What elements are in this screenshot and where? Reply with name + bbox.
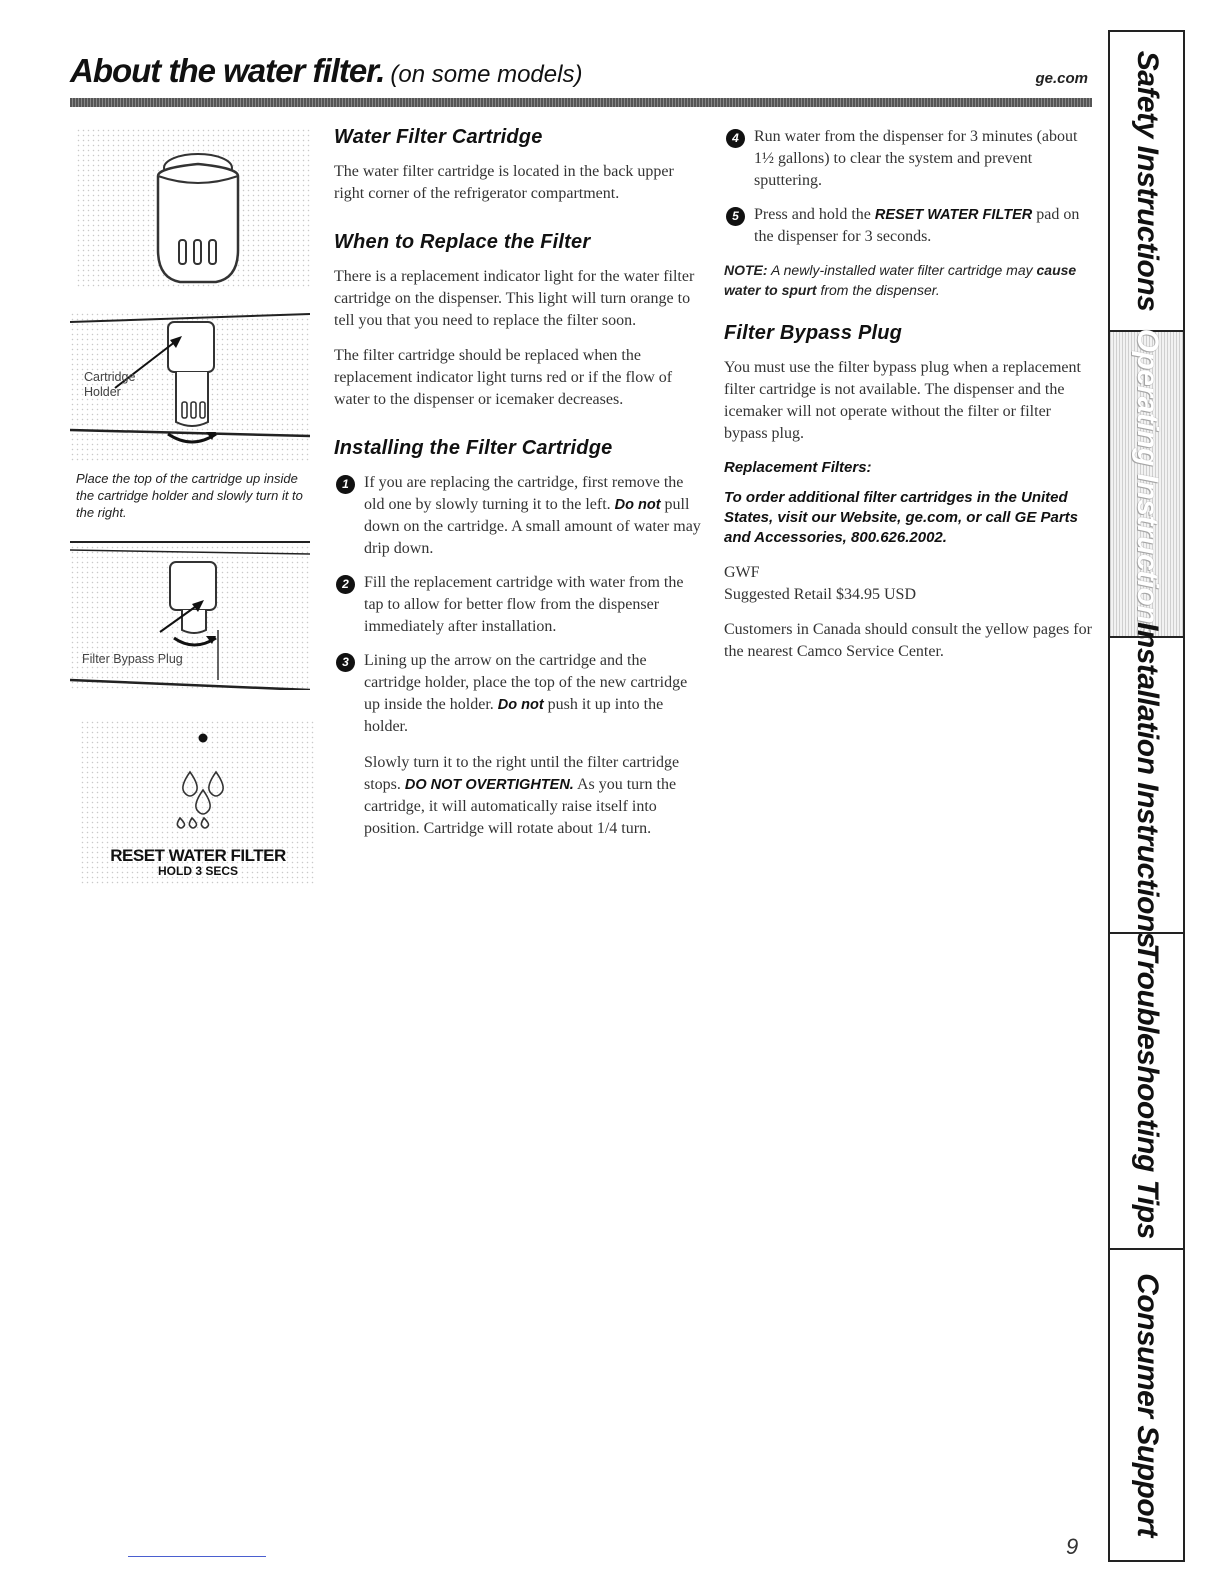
note-label: NOTE:	[724, 262, 768, 278]
heading-replacement-filters: Replacement Filters:	[724, 459, 872, 476]
step-3-text-a: Lining up the arrow on the cartridge and the cartridge holder, place the top of the new cartridge up inside the holder.	[364, 652, 688, 713]
tab-label-operating: Operating Instructions	[1130, 328, 1164, 640]
model-number: GWF	[724, 564, 760, 581]
step-number-1: 1	[336, 475, 355, 494]
bypass-plug-illustration	[70, 540, 310, 690]
install-step-1	[334, 472, 706, 560]
heading-filter-bypass-plug: Filter Bypass Plug	[724, 322, 903, 344]
tab-label-troubleshooting: Troubleshooting Tips	[1130, 943, 1164, 1239]
step-3-emphasis: Do not	[497, 697, 544, 713]
instructions-column-middle	[334, 126, 706, 853]
footer-link-underline	[128, 1556, 266, 1557]
water-drops-icon	[177, 772, 223, 828]
step-3-text-b: push it up into the holder.	[364, 696, 664, 735]
header-rule	[70, 98, 1092, 107]
figure-caption: Place the top of the cartridge up inside the cartridge holder and slowly turn it to the right.	[76, 471, 303, 520]
site-url: ge.com	[1035, 70, 1088, 87]
title-main: About the water filter.	[70, 52, 385, 89]
step-2-text: Fill the replacement cartridge with water from the tap to allow for better flow from the dispenser immediately after installation.	[364, 574, 684, 635]
page-title	[70, 52, 582, 90]
step-5-emphasis: RESET WATER FILTER	[874, 207, 1033, 223]
tab-label-installation: Installation Instructions	[1130, 622, 1164, 948]
canada-info-text: Customers in Canada should consult the yellow pages for the nearest Camco Service Center.	[724, 621, 1092, 660]
order-info-text: To order additional filter cartridges in the United States, visit our Website, ge.com, or call GE Parts and Accessories, 800.626.2002.	[724, 489, 1079, 546]
indicator-light-icon	[199, 734, 208, 743]
page-number: 9	[1066, 1534, 1079, 1559]
cartridge-location-text: The water filter cartridge is located in the back upper right corner of the refrigerator compartment.	[334, 163, 674, 202]
tab-label-safety: Safety Instructions	[1130, 50, 1164, 312]
tab-installation-instructions[interactable]	[1110, 622, 1183, 948]
install-step-2	[334, 572, 706, 638]
cartridge-drawing	[76, 128, 312, 288]
step-1-emphasis: Do not	[614, 497, 661, 513]
note-emphasis: cause water to spurt	[724, 262, 1077, 298]
tab-label-consumer: Consumer Support	[1130, 1273, 1164, 1537]
step-5-text-b: pad on the dispenser for 3 seconds.	[754, 206, 1080, 245]
title-subtitle: (on some models)	[390, 61, 583, 88]
reset-button-label: RESET WATER FILTER	[110, 846, 286, 865]
cartridge-holder-label: Cartridge Holder	[84, 370, 136, 399]
cartridge-holder-illustration	[70, 312, 310, 462]
bypass-plug-drawing	[70, 540, 310, 690]
turn-cartridge-text	[334, 752, 706, 840]
step-1-text-b: pull down on the cartridge. A small amount of water may drip down.	[364, 496, 701, 557]
step-number-4: 4	[726, 129, 745, 148]
reset-hold-label: HOLD 3 SECS	[157, 864, 238, 878]
install-step-5	[724, 204, 1096, 248]
note-text-a: A newly-installed water filter cartridge may	[770, 262, 1033, 278]
page-header	[70, 52, 1090, 100]
step-number-2: 2	[336, 575, 355, 594]
replace-when-text: The filter cartridge should be replaced when the replacement indicator light turns red or if the flow of water to the dispenser or icemaker decreases.	[334, 347, 673, 408]
step-4-text: Run water from the dispenser for 3 minutes (about 1½ gallons) to clear the system and prevent sputtering.	[754, 128, 1078, 189]
turn-text-a: Slowly turn it to the right until the filter cartridge stops.	[364, 754, 680, 793]
note-text-b: from the dispenser.	[820, 282, 940, 298]
suggested-price: Suggested Retail $34.95 USD	[724, 586, 916, 603]
tab-operating-instructions[interactable]	[1110, 328, 1183, 640]
step-1-text-a: If you are replacing the cartridge, first remove the old one by slowly turning it to the left.	[364, 474, 684, 513]
bypass-plug-label: Filter Bypass Plug	[82, 652, 183, 666]
heading-when-to-replace: When to Replace the Filter	[334, 231, 591, 253]
instructions-column-right	[724, 126, 1096, 676]
heading-water-filter-cartridge: Water Filter Cartridge	[334, 126, 543, 148]
step-5-text-a: Press and hold the	[754, 206, 871, 223]
turn-emphasis: DO NOT OVERTIGHTEN.	[404, 777, 574, 793]
heading-installing-filter: Installing the Filter Cartridge	[334, 437, 613, 459]
replace-indicator-text: There is a replacement indicator light for the water filter cartridge on the dispenser. This light will turn orange to tell you that you need to replace the filter soon.	[334, 268, 695, 329]
turn-text-b: As you turn the cartridge, it will automatically raise itself into position. Cartridge will rotate about 1/4 turn.	[364, 776, 677, 837]
tab-safety-instructions[interactable]	[1110, 32, 1183, 330]
install-step-4	[724, 126, 1096, 192]
model-price-text	[724, 562, 1096, 606]
step-number-5: 5	[726, 207, 745, 226]
reset-pad-illustration	[80, 720, 314, 884]
install-step-3	[334, 650, 706, 738]
section-tabs	[1108, 30, 1185, 1562]
note-text	[724, 260, 1096, 300]
tab-consumer-support[interactable]	[1110, 1248, 1183, 1560]
tab-troubleshooting-tips[interactable]	[1110, 932, 1183, 1248]
cartridge-illustration	[76, 128, 312, 288]
step-number-3: 3	[336, 653, 355, 672]
bypass-plug-text: You must use the filter bypass plug when a replacement filter cartridge is not available. The dispenser and the icemaker will not operate without the filter or filter bypass plug.	[724, 359, 1081, 442]
